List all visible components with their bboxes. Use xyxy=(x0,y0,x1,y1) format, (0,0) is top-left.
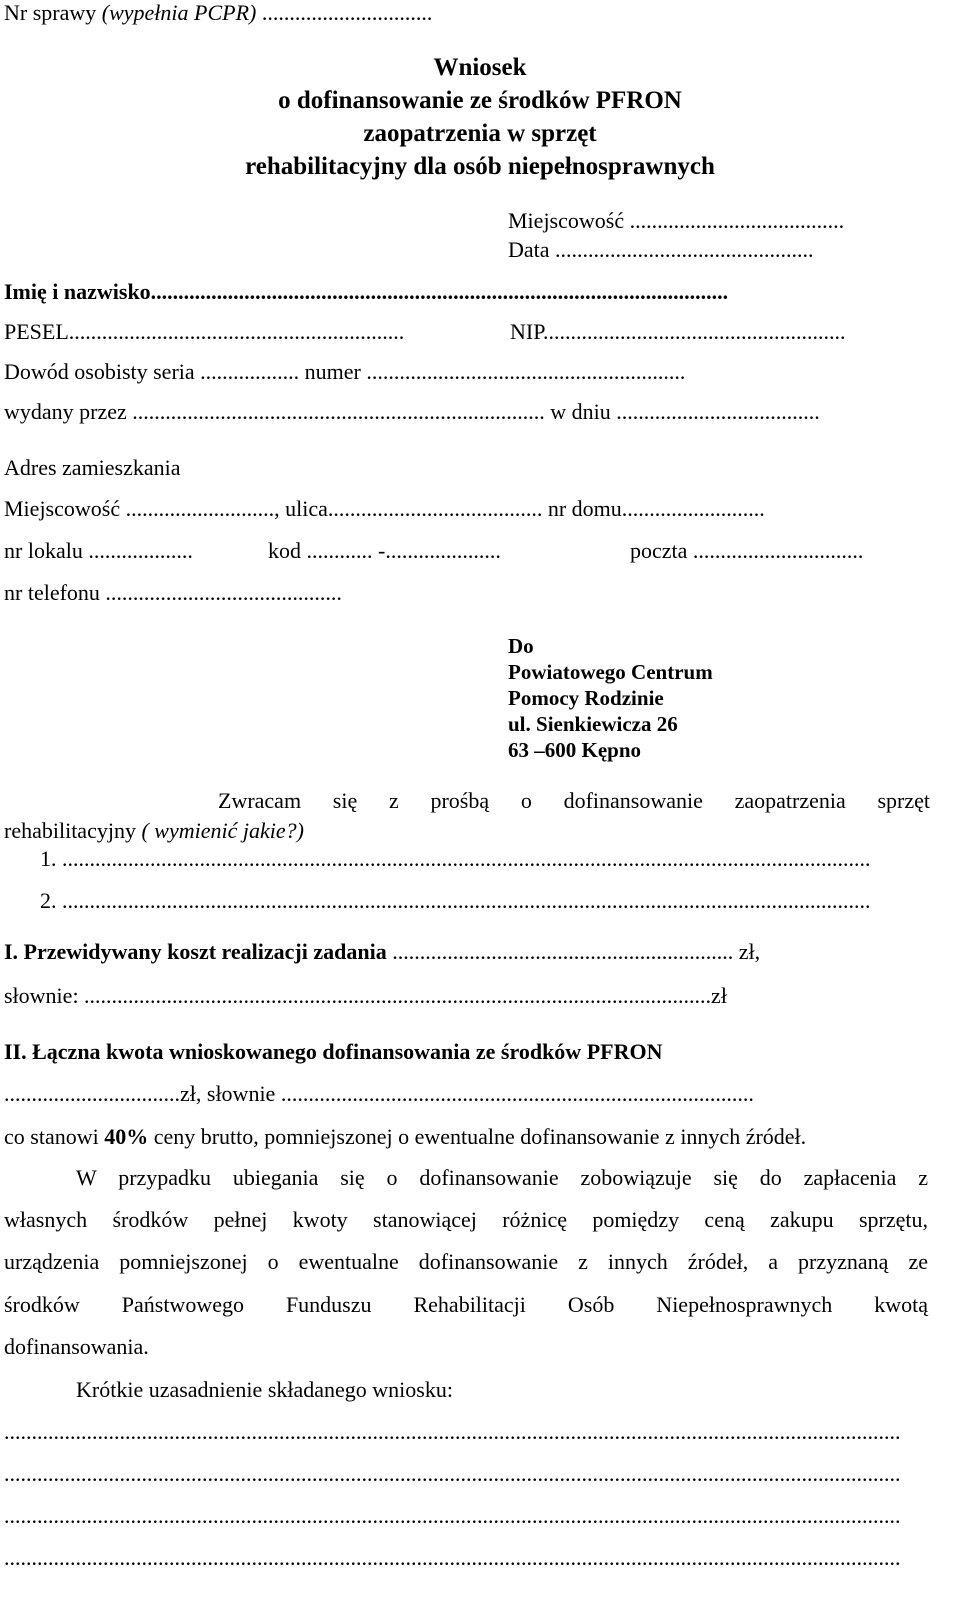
pesel-field: PESEL............................................................. xyxy=(4,319,405,344)
justification-line-1: ................................................................................................................................................................... xyxy=(4,1419,901,1444)
request-item-1: 1. ................................................................................................................................................... xyxy=(40,846,871,871)
nip-field: NIP....................................................... xyxy=(510,319,846,344)
request-item-2: 2. ................................................................................................................................................... xyxy=(40,888,871,913)
case-number-label: Nr sprawy xyxy=(4,0,102,25)
section-1-heading: I. Przewidywany koszt realizacji zadania xyxy=(4,939,387,964)
date-field: Data ............................................... xyxy=(508,237,814,262)
section-2-heading: II. Łączna kwota wnioskowanego dofinansowania ze środków PFRON xyxy=(4,1039,663,1064)
case-number-dots: ............................... xyxy=(256,0,433,25)
section-2-line-2c: ceny brutto, pomniejszonej o ewentualne dofinansowanie z innych źródeł. xyxy=(148,1124,807,1149)
request-text: Zwracam się z prośbą o dofinansowanie zaopatrzenia sprzęt xyxy=(218,788,930,813)
place-field: Miejscowość ....................................... xyxy=(508,208,845,233)
section-1-line xyxy=(4,939,760,965)
title-line-3: zaopatrzenia w sprzęt xyxy=(363,120,597,147)
apartment-field: nr lokalu ................... xyxy=(4,538,193,563)
phone-field: nr telefonu ........................................... xyxy=(4,580,342,605)
name-field: Imię i nazwisko......................................................................................................... xyxy=(4,279,729,304)
statement-line-4: środków Państwowego Funduszu Rehabilitacji Osób Niepełnosprawnych kwotą xyxy=(4,1292,928,1317)
percent-value: 40% xyxy=(104,1124,149,1149)
post-office-field: poczta ............................... xyxy=(630,538,864,563)
section-2-line-2 xyxy=(4,1124,806,1150)
section-1-dots: .............................................................. zł, xyxy=(386,939,761,964)
recipient-line-4: ul. Sienkiewicza 26 xyxy=(508,712,678,736)
justification-line-2: ................................................................................................................................................................... xyxy=(4,1461,901,1486)
section-1-words: słownie: ..................................................................................................................zł xyxy=(4,983,727,1008)
request-text-2-main: rehabilitacyjny xyxy=(4,818,142,843)
justification-line-4: ................................................................................................................................................................... xyxy=(4,1545,901,1570)
title-line-2: o dofinansowanie ze środków PFRON xyxy=(278,87,682,114)
justification-heading: Krótkie uzasadnienie składanego wniosku: xyxy=(76,1377,453,1402)
statement-line-5: dofinansowania. xyxy=(4,1334,149,1359)
address-line-1: Miejscowość ..........................., ulica....................................... nr domu.......................... xyxy=(4,496,765,521)
recipient-line-3: Pomocy Rodzinie xyxy=(508,686,664,710)
case-number xyxy=(4,0,432,26)
title-line-1: Wniosek xyxy=(433,54,527,81)
recipient-line-1: Do xyxy=(508,634,534,658)
postal-code-field: kod ............ -..................... xyxy=(268,538,501,563)
recipient-line-2: Powiatowego Centrum xyxy=(508,660,713,684)
recipient-line-5: 63 –600 Kępno xyxy=(508,738,642,762)
id-series-field: Dowód osobisty seria .................. numer .......................................................... xyxy=(4,359,686,384)
request-note: ( wymienić jakie?) xyxy=(141,818,304,843)
title-line-4: rehabilitacyjny dla osób niepełnosprawnych xyxy=(245,153,715,180)
section-2-line-2a: co stanowi xyxy=(4,1124,105,1149)
request-text-2 xyxy=(4,818,304,844)
statement-line-3: urządzenia pomniejszonej o ewentualne dofinansowanie z innych źródeł, a przyznaną ze xyxy=(4,1249,928,1274)
justification-line-3: ................................................................................................................................................................... xyxy=(4,1503,901,1528)
statement-line-1: W przypadku ubiegania się o dofinansowanie zobowiązuje się do zapłacenia z xyxy=(76,1165,928,1190)
case-number-note: (wypełnia PCPR) xyxy=(101,0,257,25)
address-heading: Adres zamieszkania xyxy=(4,455,181,480)
statement-line-2: własnych środków pełnej kwoty stanowiącej różnicę pomiędzy ceną zakupu sprzętu, xyxy=(4,1207,928,1232)
issued-by-field: wydany przez ........................................................................... w dniu ..................................... xyxy=(4,399,820,424)
section-2-line-1: ................................zł, słownie ...................................................................................... xyxy=(4,1081,754,1106)
